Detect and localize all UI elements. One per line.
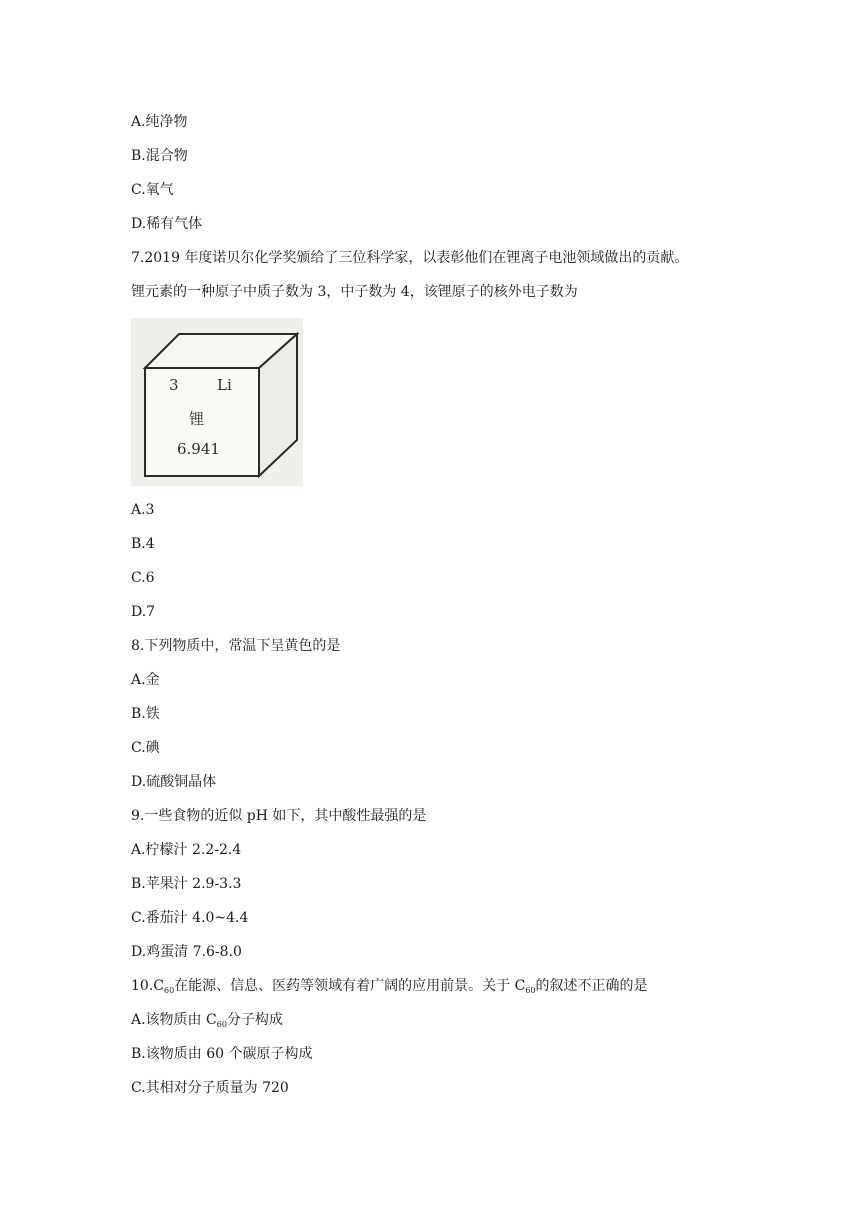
q9-option-d: D.鸡蛋清 7.6-8.0 [131,944,242,960]
q7-option-a: A.3 [131,502,155,518]
q9-stem: 9.一些食物的近似 pH 如下，其中酸性最强的是 [131,808,427,824]
q10-option-c: C.其相对分子质量为 720 [131,1080,289,1096]
q10-option-a-sub: 60 [216,1020,227,1029]
q9-option-c: C.番茄汁 4.0~4.4 [131,910,249,926]
q7-option-c: C.6 [131,570,155,586]
q10-stem-part1: 10.C [131,978,164,994]
q10-stem-part3: 的叙述不正确的是 [535,978,648,994]
q10-option-a [131,1010,283,1030]
cube-drawing [131,318,303,486]
q7-option-b: B.4 [131,536,155,552]
q7-stem-line1: 7.2019 年度诺贝尔化学奖颁给了三位科学家，以表彰他们在锂离子电池领域做出的贡献。 [131,250,689,266]
q8-option-b: B.铁 [131,706,160,722]
element-symbol: Li [217,376,232,394]
q7-stem-line2: 锂元素的一种原子中质子数为 3，中子数为 4，该锂原子的核外电子数为 [131,284,578,300]
element-name: 锂 [189,410,205,428]
lithium-element-cell-figure [131,318,303,486]
q8-option-c: C.碘 [131,740,160,756]
q10-option-a-part2: 分子构成 [226,1012,283,1028]
q10-option-b: B.该物质由 60 个碳原子构成 [131,1046,313,1062]
q10-stem [131,976,648,996]
q9-option-a: A.柠檬汁 2.2-2.4 [131,842,242,858]
q6-option-c: C.氧气 [131,182,174,198]
q10-option-a-part1: A.该物质由 C [131,1012,217,1028]
q6-option-b: B.混合物 [131,148,188,164]
q10-stem-sub1: 60 [163,986,175,995]
atomic-mass: 6.941 [177,440,220,458]
q6-option-a: A.纯净物 [131,114,188,130]
q9-option-b: B.苹果汁 2.9-3.3 [131,876,242,892]
q10-stem-sub2: 60 [525,986,536,995]
q10-stem-part2: 在能源、信息、医药等领域有着广阔的应用前景。关于 C [174,978,526,994]
atomic-number: 3 [169,376,179,394]
q6-option-d: D.稀有气体 [131,216,203,232]
q7-option-d: D.7 [131,604,156,620]
q8-option-d: D.硫酸铜晶体 [131,774,217,790]
q8-stem: 8.下列物质中，常温下呈黄色的是 [131,638,341,654]
q8-option-a: A.金 [131,672,160,688]
